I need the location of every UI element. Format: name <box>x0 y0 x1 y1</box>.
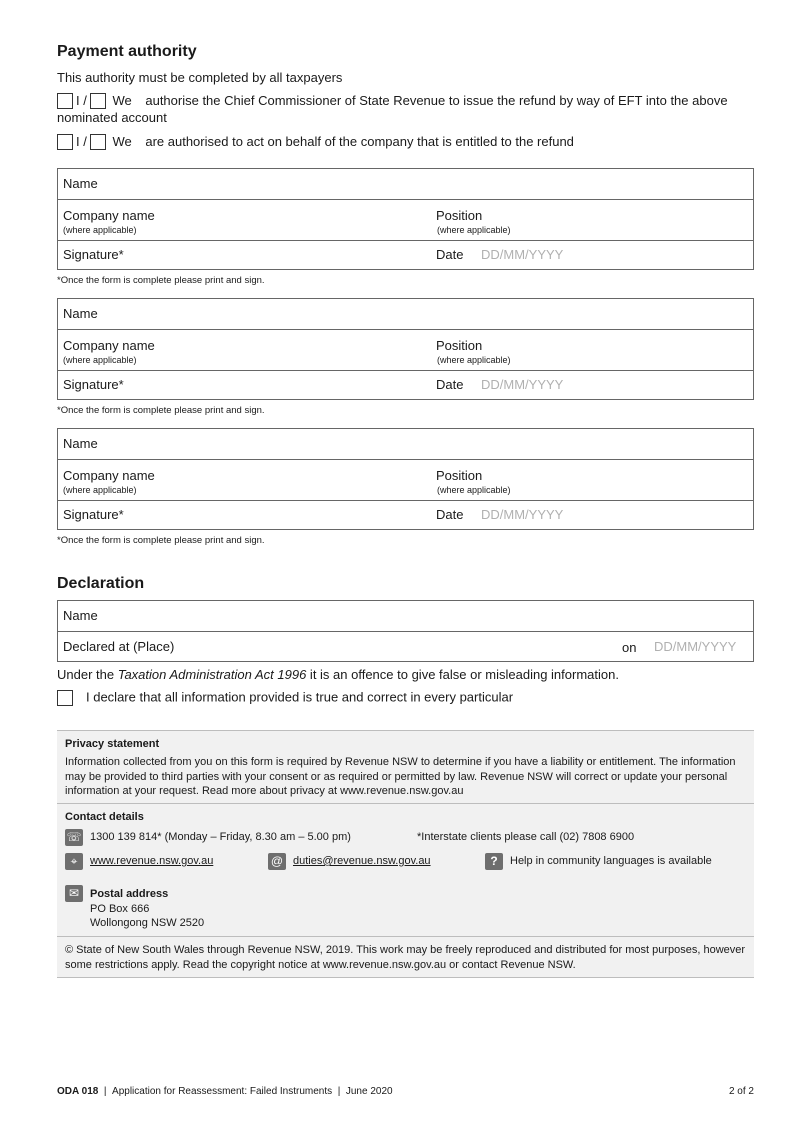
declared-at-label: Declared at (Place) <box>63 639 175 654</box>
postal-line-2: Wollongong NSW 2520 <box>90 917 205 929</box>
company-name-sub: (where applicable) <box>63 225 137 235</box>
name-label: Name <box>63 436 98 451</box>
phone-text: 1300 139 814* (Monday – Friday, 8.30 am – 5.00 pm) <box>90 831 351 843</box>
form-code: ODA 018 <box>57 1086 99 1097</box>
position-sub: (where applicable) <box>437 355 511 365</box>
declaration-name-field[interactable] <box>58 601 753 631</box>
position-label: Position <box>436 208 483 223</box>
mouse-icon: ⌖ <box>65 853 83 870</box>
print-sign-note: *Once the form is complete please print and sign. <box>57 275 265 286</box>
signature-label: Signature* <box>63 377 124 392</box>
signature-label: Signature* <box>63 507 124 522</box>
position-sub: (where applicable) <box>437 225 511 235</box>
signature-date-row[interactable] <box>58 370 753 399</box>
help-text: Help in community languages is available <box>510 855 712 867</box>
declaration-name-label: Name <box>63 608 98 623</box>
signature-label: Signature* <box>63 247 124 262</box>
label-i: I / <box>76 92 87 108</box>
privacy-text: Information collected from you on this form is required by Revenue NSW to determine if you have a liability or entitlement. The information may be provided to third parties with your consent or as required or permitted by law. Revenue NSW will correct or update your personal information at your request. Read more about privacy at www.revenue.nsw.gov.au <box>65 756 736 797</box>
question-icon: ? <box>485 853 503 870</box>
declare-checkbox[interactable] <box>57 690 73 706</box>
company-name-sub: (where applicable) <box>63 485 137 495</box>
date-field[interactable]: DD/MM/YYYY <box>481 247 564 262</box>
date-field[interactable]: DD/MM/YYYY <box>481 507 564 522</box>
form-title: Application for Reassessment: Failed Instruments <box>112 1086 333 1097</box>
company-name-label: Company name <box>63 338 155 353</box>
position-label: Position <box>436 468 483 483</box>
law-prefix: Under the <box>57 667 118 682</box>
signature-date-row[interactable] <box>58 500 753 529</box>
page-footer: ODA 018 | Application for Reassessment: Failed Instruments | June 2020 2 of 2 <box>57 1086 754 1097</box>
name-label: Name <box>63 306 98 321</box>
company-position-row <box>58 199 753 240</box>
copyright-notice <box>57 936 754 978</box>
website-link[interactable]: www.revenue.nsw.gov.au <box>90 855 214 867</box>
authorise-eft-option <box>57 92 754 126</box>
date-label: Date <box>436 247 464 262</box>
name-field[interactable] <box>58 429 753 459</box>
law-suffix: it is an offence to give false or misleading information. <box>306 667 619 682</box>
law-act-name: Taxation Administration Act 1996 <box>117 667 307 682</box>
authorise-eft-text: authorise the Chief Commissioner of State Revenue to issue the refund by way of EFT into the above <box>145 92 728 108</box>
postal-title: Postal address <box>90 888 169 900</box>
company-name-label: Company name <box>63 208 155 223</box>
payment-intro: This authority must be completed by all taxpayers <box>57 70 343 85</box>
label-we: We <box>112 92 132 108</box>
email-link[interactable]: duties@revenue.nsw.gov.au <box>293 855 431 867</box>
declaration-box <box>57 600 754 662</box>
name-field[interactable] <box>58 299 753 329</box>
privacy-title: Privacy statement <box>65 738 160 750</box>
phone-icon: ☏ <box>66 830 82 844</box>
checkbox-we-company[interactable] <box>90 134 106 150</box>
authorised-company-text: are authorised to act on behalf of the company that is entitled to the refund <box>145 133 574 149</box>
contact-title: Contact details <box>65 811 144 823</box>
authorised-company-option <box>57 133 754 150</box>
postal-line-1: PO Box 666 <box>90 902 150 915</box>
checkbox-i-company[interactable] <box>57 134 73 150</box>
company-name-sub: (where applicable) <box>63 355 137 365</box>
checkbox-we-authorise[interactable] <box>90 93 106 109</box>
name-field[interactable] <box>58 169 753 199</box>
form-date: June 2020 <box>345 1086 393 1097</box>
label-i: I / <box>76 133 87 149</box>
offence-warning <box>57 667 619 682</box>
declare-text: I declare that all information provided is true and correct in every particular <box>86 689 514 705</box>
declared-at-row[interactable] <box>58 631 753 661</box>
authorise-eft-text-wrap: nominated account <box>57 109 167 125</box>
date-field[interactable]: DD/MM/YYYY <box>481 377 564 392</box>
signatory-block-3 <box>57 428 754 530</box>
signatory-block-1 <box>57 168 754 270</box>
at-icon: @ <box>268 853 286 870</box>
checkbox-i-authorise[interactable] <box>57 93 73 109</box>
print-sign-note: *Once the form is complete please print and sign. <box>57 535 265 546</box>
position-sub: (where applicable) <box>437 485 511 495</box>
print-sign-note: *Once the form is complete please print and sign. <box>57 405 265 416</box>
name-label: Name <box>63 176 98 191</box>
interstate-text: *Interstate clients please call (02) 7808 6900 <box>417 831 635 843</box>
company-position-row <box>58 459 753 500</box>
company-position-row <box>58 329 753 370</box>
payment-authority-title: Payment authority <box>57 43 197 60</box>
signatory-block-2 <box>57 298 754 400</box>
declaration-title: Declaration <box>57 575 145 592</box>
position-label: Position <box>436 338 483 353</box>
date-label: Date <box>436 377 464 392</box>
mail-icon: ✉ <box>65 885 83 902</box>
company-name-label: Company name <box>63 468 155 483</box>
declaration-date-field[interactable]: DD/MM/YYYY <box>654 639 737 654</box>
page-number: 2 of 2 <box>728 1086 754 1097</box>
privacy-statement <box>57 730 754 803</box>
date-label: Date <box>436 507 464 522</box>
contact-details <box>57 803 754 936</box>
label-we: We <box>112 133 132 149</box>
signature-date-row[interactable] <box>58 240 753 269</box>
postal-address <box>90 887 204 931</box>
copyright-text: © State of New South Wales through Revenue NSW, 2019. This work may be freely reproduced and distributed for most purposes, however some restrictions apply. Read the copyright notice at www.revenue.nsw.gov.au or contact Revenue NSW. <box>65 944 746 971</box>
on-label: on <box>622 640 637 655</box>
declare-option <box>57 689 513 706</box>
